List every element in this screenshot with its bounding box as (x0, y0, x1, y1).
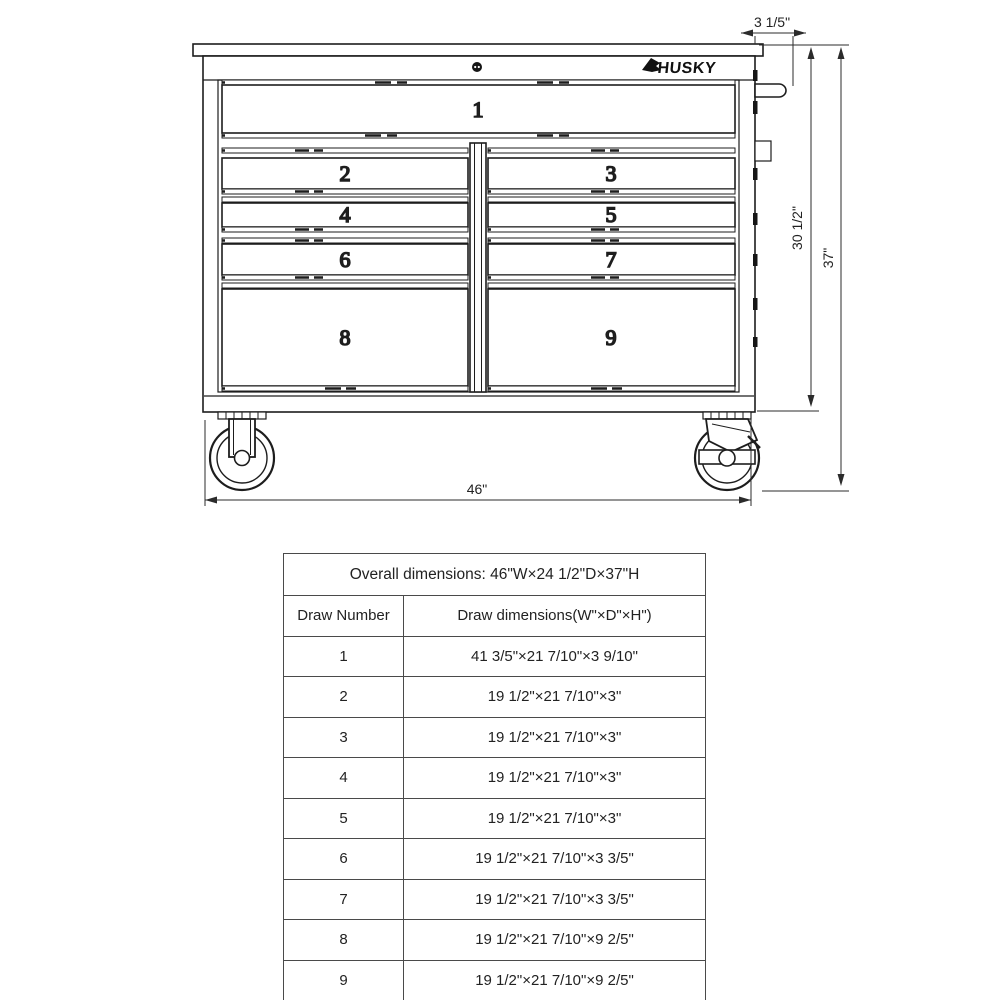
table-title-row (284, 554, 706, 596)
arrowhead (739, 497, 751, 504)
draw-number-cell: 1 (284, 636, 404, 677)
table-header-row (284, 596, 706, 637)
column-header-draw-number: Draw Number (284, 596, 404, 637)
draw-dimensions-cell: 19 1/2"×21 7/10"×3" (404, 717, 706, 758)
lock-icon (472, 62, 482, 72)
side-handle (755, 84, 786, 97)
center-divider (470, 143, 486, 392)
draw-dimensions-cell: 19 1/2"×21 7/10"×3" (404, 798, 706, 839)
draw-number-cell: 2 (284, 677, 404, 718)
dimension-overall-height-label: 37" (820, 247, 836, 269)
drawer-2-label: 2 (339, 161, 351, 186)
draw-dimensions-cell: 41 3/5"×21 7/10"×3 9/10" (404, 636, 706, 677)
draw-number-cell: 7 (284, 879, 404, 920)
table-row (284, 798, 706, 839)
dimension-body-height-label: 30 1/2" (789, 206, 805, 250)
caster-left (210, 412, 274, 490)
drawer-dimensions-table (283, 553, 706, 1000)
drawer-7-label: 7 (605, 247, 617, 272)
dimension-overall-width-label: 46" (466, 481, 488, 497)
draw-dimensions-cell: 19 1/2"×21 7/10"×3 3/5" (404, 839, 706, 880)
rail (222, 189, 468, 194)
arrowhead (794, 30, 806, 37)
rail (488, 283, 735, 288)
arrowhead (741, 30, 753, 37)
table-row (284, 879, 706, 920)
dimension-handle-depth-label: 3 1/5" (753, 14, 791, 30)
lock-keyhole-dot-left (474, 66, 476, 68)
table-row (284, 636, 706, 677)
overall-dimensions-title: Overall dimensions: 46"W×24 1/2"D×37"H (284, 554, 706, 596)
draw-number-cell: 8 (284, 920, 404, 961)
drawer-9-label: 9 (605, 325, 617, 350)
side-tab (755, 141, 771, 161)
arrowhead (808, 395, 815, 407)
drawer-1-label: 1 (472, 97, 484, 122)
table-row (284, 758, 706, 799)
draw-number-cell: 3 (284, 717, 404, 758)
table-row (284, 839, 706, 880)
arrowhead (808, 47, 815, 59)
table-row (284, 960, 706, 1000)
draw-dimensions-cell: 19 1/2"×21 7/10"×9 2/5" (404, 960, 706, 1000)
draw-dimensions-cell: 19 1/2"×21 7/10"×3" (404, 758, 706, 799)
lock-keyhole-dot-right (478, 66, 480, 68)
draw-dimensions-cell: 19 1/2"×21 7/10"×3 3/5" (404, 879, 706, 920)
rail (222, 238, 468, 243)
drawer-4-label: 4 (339, 202, 351, 227)
draw-number-cell: 5 (284, 798, 404, 839)
draw-dimensions-cell: 19 1/2"×21 7/10"×9 2/5" (404, 920, 706, 961)
rail (222, 227, 468, 232)
drawer-5-label: 5 (605, 202, 617, 227)
rail (222, 275, 468, 280)
caster-left-hub (235, 451, 250, 466)
brand-label: HUSKY (656, 59, 718, 77)
arrowhead (838, 474, 845, 486)
drawer-6-label: 6 (339, 247, 351, 272)
caster-right (695, 412, 760, 490)
draw-number-cell: 6 (284, 839, 404, 880)
table-row (284, 677, 706, 718)
arrowhead (838, 47, 845, 59)
table-row (284, 717, 706, 758)
rail (488, 386, 735, 391)
rail (222, 148, 468, 153)
arrowhead (205, 497, 217, 504)
draw-number-cell: 4 (284, 758, 404, 799)
rail (222, 386, 468, 391)
draw-dimensions-cell: 19 1/2"×21 7/10"×3" (404, 677, 706, 718)
cabinet-top-rim (193, 44, 763, 56)
drawer-3-label: 3 (605, 161, 617, 186)
drawer-8-label: 8 (339, 325, 351, 350)
column-header-draw-dimensions: Draw dimensions(W"×D"×H") (404, 596, 706, 637)
draw-number-cell: 9 (284, 960, 404, 1000)
rail (222, 283, 468, 288)
caster-right-hub (719, 450, 735, 466)
table-row (284, 920, 706, 961)
